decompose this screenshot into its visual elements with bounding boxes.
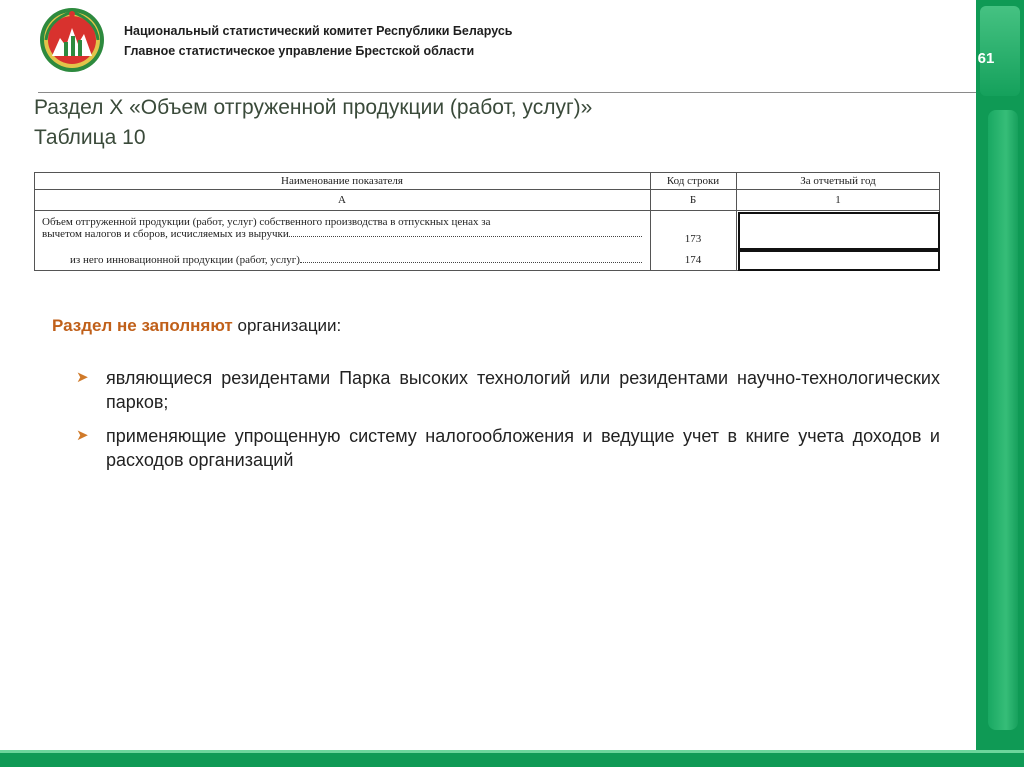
col-header-code: Код строки xyxy=(666,175,720,187)
list-item xyxy=(76,366,940,414)
value-input-174[interactable] xyxy=(738,250,940,271)
emblem-logo xyxy=(38,6,106,74)
bullet-text: применяющие упрощенную систему налогообложения и ведущие учет в книге учета доходов и расходов организаций xyxy=(106,426,940,470)
list-item xyxy=(76,424,940,472)
right-decor-band xyxy=(976,0,1024,767)
table-hline xyxy=(34,210,940,211)
subheader-a: А xyxy=(338,194,346,206)
row-name-line2-wrap xyxy=(42,228,642,240)
organization-name: Национальный статистический комитет Республики Беларусь xyxy=(124,24,513,38)
note-text: организации: xyxy=(232,316,342,335)
bottom-decor-band xyxy=(0,750,1024,767)
subheader-b: Б xyxy=(689,194,697,206)
row-name-line2: вычетом налогов и сборов, исчисляемых из выручки xyxy=(42,228,289,240)
organization-subdivision: Главное статистическое управление Брестской области xyxy=(124,44,475,58)
table-row xyxy=(42,216,642,240)
leader-dots xyxy=(289,228,642,237)
value-input-173[interactable] xyxy=(738,212,940,250)
header-divider xyxy=(38,92,976,93)
row-code: 174 xyxy=(684,254,702,266)
row-name-line1: Объем отгруженной продукции (работ, услуг) собственного производства в отпускных ценах за xyxy=(42,216,491,228)
slide-subtitle: Таблица 10 xyxy=(34,126,146,149)
col-header-year: За отчетный год xyxy=(800,175,876,187)
arrow-bullet-icon: ➤ xyxy=(76,427,89,444)
leader-dots xyxy=(300,254,642,263)
section-note xyxy=(52,316,341,336)
slide-title: Раздел Х «Объем отгруженной продукции (работ, услуг)» xyxy=(34,96,593,119)
table-hline xyxy=(34,189,940,190)
slide-number: 61 xyxy=(977,50,995,67)
note-accent: Раздел не заполняют xyxy=(52,316,233,335)
bullet-list xyxy=(76,366,940,482)
arrow-bullet-icon: ➤ xyxy=(76,369,89,386)
band-highlight-main xyxy=(988,110,1018,730)
form-table xyxy=(34,172,940,272)
bullet-text: являющиеся резидентами Парка высоких технологий или резидентами научно-технологических парков; xyxy=(106,368,940,412)
row-code: 173 xyxy=(684,233,702,245)
band-highlight-line xyxy=(0,750,1024,753)
table-row xyxy=(70,254,642,266)
subheader-1: 1 xyxy=(835,194,841,206)
row-name: из него инновационной продукции (работ, услуг) xyxy=(70,254,300,266)
col-header-name: Наименование показателя xyxy=(281,175,403,187)
